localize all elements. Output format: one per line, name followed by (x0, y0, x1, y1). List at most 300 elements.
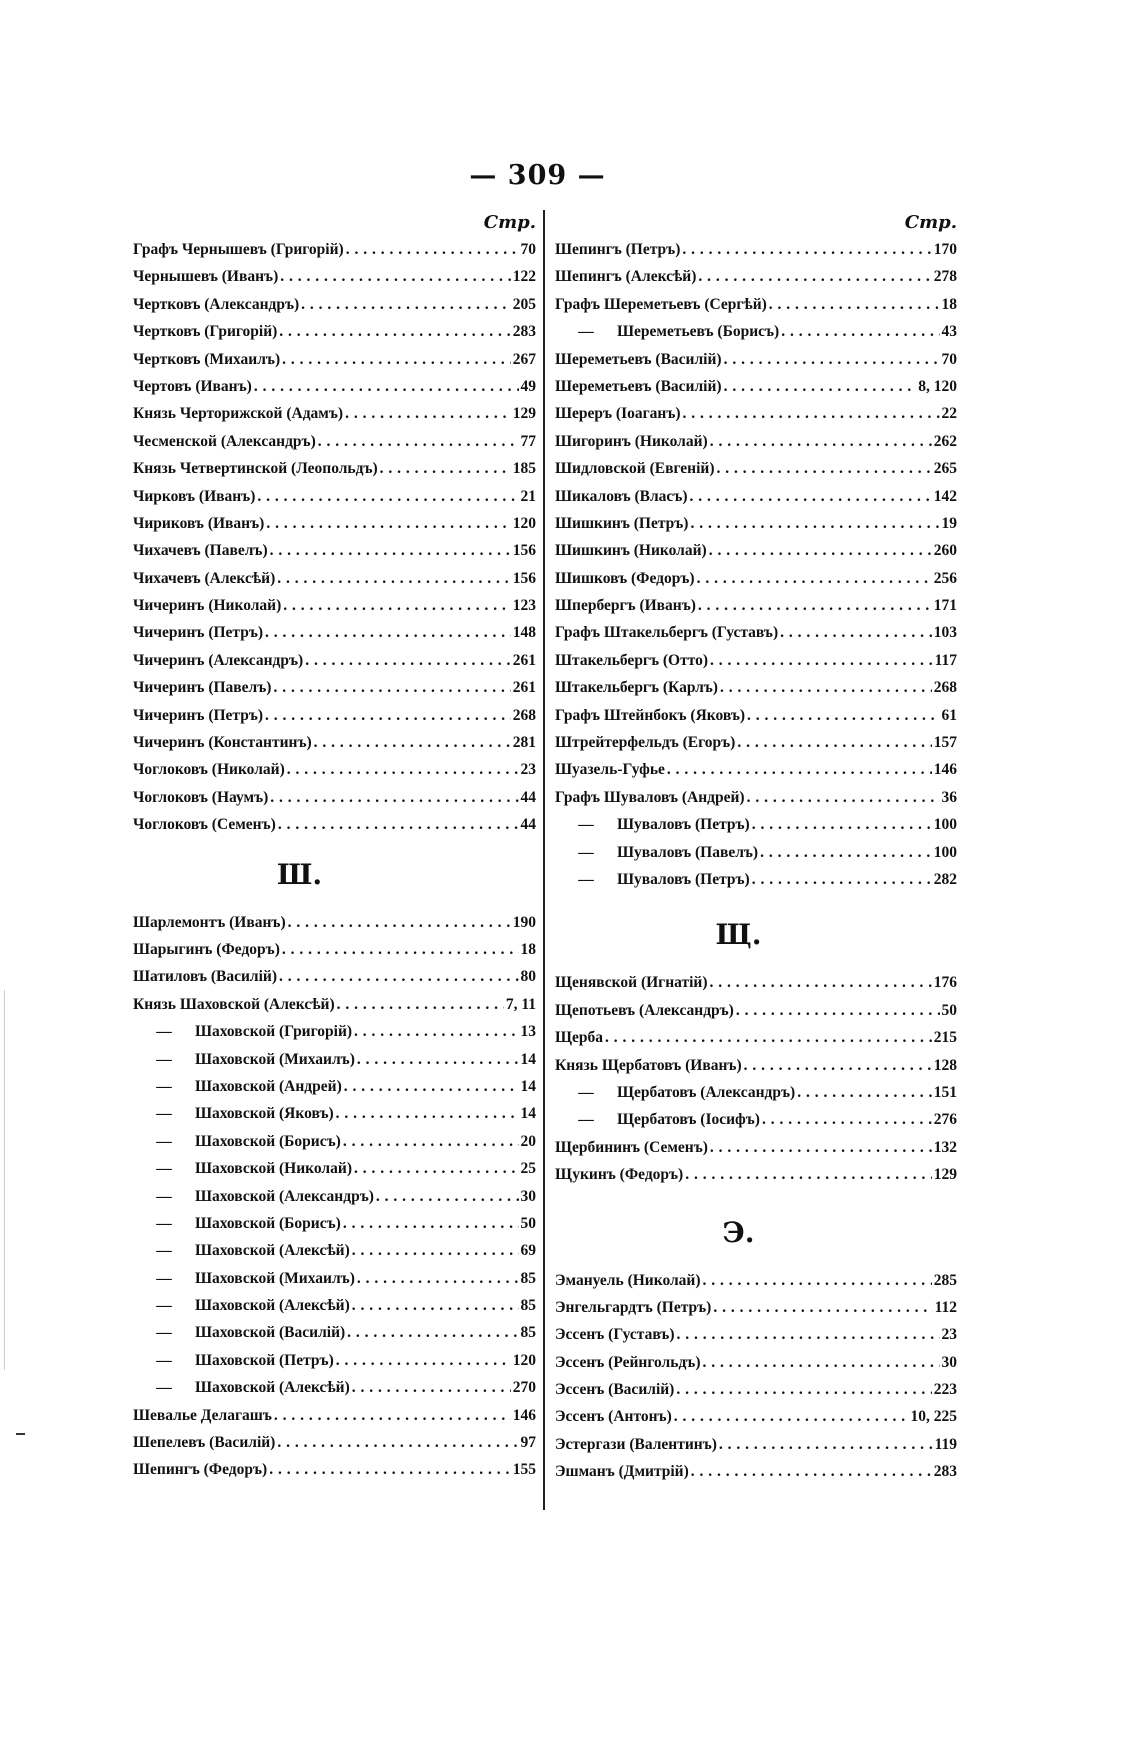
index-entry (133, 619, 536, 646)
entry-page-number: 170 (933, 241, 957, 258)
entry-page-number: 155 (512, 1461, 536, 1479)
entry-name: Князь Шаховской (Алексѣй) (133, 995, 335, 1013)
index-entry (555, 702, 957, 729)
dot-leader (795, 1079, 932, 1106)
entry-name: Шаховской (Михаилъ) (195, 1050, 355, 1068)
dot-leader (343, 400, 511, 427)
entry-page-number: 176 (933, 974, 957, 992)
entry-page-number: 268 (933, 679, 957, 697)
entry-name: Шаховской (Андрей) (195, 1077, 342, 1095)
entry-name: Шаховской (Николай) (195, 1160, 352, 1178)
entry-page-number: 22 (941, 405, 957, 423)
entry-page-number: 100 (933, 843, 957, 861)
entry-name: Шуваловъ (Павелъ) (617, 843, 759, 861)
entry-name: Шишковъ (Федоръ) (555, 569, 695, 587)
dot-leader (252, 373, 519, 400)
entry-page-number: 129 (933, 1166, 957, 1184)
dot-leader (280, 346, 511, 373)
index-entry (555, 1134, 957, 1161)
entry-name: Щукинъ (Федоръ) (555, 1166, 684, 1184)
dot-leader (745, 702, 939, 729)
dot-leader (355, 1046, 519, 1073)
entry-name: Чириковъ (Иванъ) (133, 514, 265, 532)
entry-name: Шаховской (Яковъ) (195, 1105, 334, 1123)
right-column (555, 210, 957, 1486)
dot-leader (374, 1183, 519, 1210)
ditto-dash: — (156, 1324, 172, 1342)
index-entry (555, 1458, 957, 1485)
entry-page-number: 70 (520, 241, 536, 258)
ditto-dash: — (156, 1160, 172, 1178)
entry-page-number: 85 (520, 1324, 536, 1342)
dot-leader (680, 236, 931, 263)
entry-name: Шигоринъ (Николай) (555, 432, 708, 450)
entry-page-number: 142 (933, 487, 957, 505)
entry-name: Шаховской (Борисъ) (195, 1214, 341, 1232)
index-entry (133, 346, 536, 373)
entry-name: Эссенъ (Антонъ) (555, 1408, 672, 1426)
entry-page-number: 112 (934, 1298, 957, 1316)
index-entry (133, 483, 536, 510)
entry-name: Шевалье Делагашъ (133, 1406, 272, 1424)
dot-leader (707, 537, 932, 564)
entry-name: Щерба (555, 1029, 604, 1047)
entry-page-number: 97 (520, 1434, 536, 1452)
index-entry (555, 1024, 957, 1051)
entry-page-number: 50 (941, 1001, 957, 1019)
dot-leader (696, 263, 931, 290)
entry-page-number: 69 (520, 1242, 536, 1260)
dot-leader (334, 1347, 511, 1374)
dot-leader (276, 811, 519, 838)
index-entry (555, 756, 957, 783)
dot-leader (272, 1402, 511, 1429)
entry-name: Энгельгардтъ (Петръ) (555, 1298, 712, 1316)
entry-name: Щенявской (Игнатій) (555, 974, 708, 992)
entry-name: Шаховской (Михаилъ) (195, 1269, 355, 1287)
dot-leader (665, 756, 932, 783)
entry-name: Эшманъ (Дмитрій) (555, 1463, 689, 1481)
entry-page-number: 282 (933, 870, 957, 888)
ditto-dash: — (578, 1111, 594, 1129)
entry-name: Шереметьевъ (Борисъ) (617, 323, 780, 341)
edge-mark (16, 1433, 25, 1435)
column-rule (543, 210, 545, 1510)
entry-page-number: 261 (512, 679, 536, 697)
index-entry (133, 1100, 536, 1127)
ditto-dash: — (578, 323, 594, 341)
index-entry (555, 997, 957, 1024)
ditto-dash: — (156, 1050, 172, 1068)
entry-page-number: 61 (941, 706, 957, 724)
index-entry (555, 1052, 957, 1079)
entry-page-number: 120 (512, 514, 536, 532)
dot-leader (286, 909, 511, 936)
index-entry (133, 674, 536, 701)
index-entry (555, 455, 957, 482)
dot-leader (767, 291, 940, 318)
index-entry (555, 400, 957, 427)
index-entry (555, 537, 957, 564)
dot-leader (271, 674, 510, 701)
entry-page-number: 13 (520, 1023, 536, 1041)
entry-name: Шепелевъ (Василій) (133, 1434, 276, 1452)
dot-leader (672, 1403, 909, 1430)
entry-name: Шереръ (Іоаганъ) (555, 405, 681, 423)
entry-page-number: 49 (520, 377, 536, 395)
index-entry (133, 729, 536, 756)
entry-name: Шепингъ (Федоръ) (133, 1461, 268, 1479)
entry-name: Чичеринъ (Петръ) (133, 624, 264, 642)
entry-name: Эмануель (Николай) (555, 1271, 701, 1289)
index-entry (133, 936, 536, 963)
entry-page-number: 132 (933, 1138, 957, 1156)
index-entry (133, 236, 536, 263)
ditto-dash: — (156, 1269, 172, 1287)
entry-name: Эссенъ (Густавъ) (555, 1326, 675, 1344)
index-entry (555, 592, 957, 619)
entry-name: Шпербергъ (Иванъ) (555, 597, 696, 615)
dot-leader (722, 346, 940, 373)
dot-leader (277, 963, 518, 990)
entry-page-number: 260 (933, 542, 957, 560)
index-entry (555, 1431, 957, 1458)
entry-name: Шепингъ (Петръ) (555, 241, 681, 258)
ditto-dash: — (156, 1132, 172, 1150)
entry-name: Штакельбергъ (Карлъ) (555, 679, 718, 697)
index-entry (133, 963, 536, 990)
index-entry (133, 1429, 536, 1456)
entry-page-number: 30 (520, 1187, 536, 1205)
dot-leader (681, 400, 940, 427)
dot-leader (742, 1052, 932, 1079)
entry-name: Шатиловъ (Василій) (133, 968, 278, 986)
dot-leader (675, 1321, 940, 1348)
ditto-dash: — (156, 1023, 172, 1041)
index-entry (133, 263, 536, 290)
ditto-dash: — (156, 1077, 172, 1095)
index-entry (133, 991, 536, 1018)
margin-rule (4, 990, 5, 1370)
dot-leader (345, 1319, 518, 1346)
index-entry (133, 1210, 536, 1237)
index-entry (133, 428, 536, 455)
entry-page-number: 146 (512, 1406, 536, 1424)
entry-page-number: 18 (520, 940, 536, 958)
entry-name: Щербининъ (Семенъ) (555, 1138, 708, 1156)
index-entry (555, 619, 957, 646)
entry-page-number: 20 (520, 1132, 536, 1150)
dot-leader (708, 1134, 932, 1161)
entry-page-number: 14 (520, 1050, 536, 1068)
index-entry (555, 1267, 957, 1294)
ditto-dash: — (156, 1214, 172, 1232)
entry-page-number: 151 (933, 1083, 957, 1101)
entry-list (555, 969, 957, 1188)
entry-name: Графъ Штейнбокъ (Яковъ) (555, 706, 746, 724)
dot-leader (778, 619, 932, 646)
entry-name: Шереметьевъ (Василій) (555, 377, 722, 395)
entry-name: Чернышевъ (Иванъ) (133, 268, 279, 286)
ditto-dash: — (156, 1187, 172, 1205)
entry-page-number: 80 (520, 968, 536, 986)
dot-leader (700, 1349, 939, 1376)
index-entry (133, 318, 536, 345)
entry-page-number: 270 (512, 1379, 536, 1397)
dot-leader (711, 1294, 932, 1321)
entry-page-number: 285 (933, 1271, 957, 1289)
index-entry (133, 647, 536, 674)
dot-leader (255, 483, 518, 510)
dot-leader (779, 318, 939, 345)
dot-leader (280, 936, 519, 963)
dot-leader (695, 565, 932, 592)
index-entry (133, 455, 536, 482)
index-entry (133, 784, 536, 811)
index-entry (133, 811, 536, 838)
index-entry (555, 647, 957, 674)
entry-page-number: 23 (941, 1326, 957, 1344)
index-entry (555, 729, 957, 756)
entry-page-number: 148 (512, 624, 536, 642)
entry-page-number: 77 (520, 432, 536, 450)
entry-name: Чоглоковъ (Николай) (133, 761, 285, 779)
index-entry (133, 1073, 536, 1100)
dot-leader (717, 1431, 933, 1458)
entry-name: Штрейтерфельдъ (Егоръ) (555, 734, 736, 752)
dot-leader (718, 674, 932, 701)
entry-name: Щербатовъ (Александръ) (617, 1083, 796, 1101)
dot-leader (674, 1376, 931, 1403)
entry-name: Шидловской (Евгеній) (555, 460, 715, 478)
dot-leader (689, 1458, 932, 1485)
entry-name: Чичеринъ (Николай) (133, 597, 282, 615)
entry-page-number: 123 (512, 597, 536, 615)
entry-page-number: 43 (941, 323, 957, 341)
entry-name: Чесменской (Александръ) (133, 432, 316, 450)
entry-page-number: 256 (933, 569, 957, 587)
index-entry (133, 1128, 536, 1155)
entry-name: Князь Четвертинской (Леопольдъ) (133, 460, 378, 478)
entry-name: Шаховской (Алексѣй) (195, 1297, 350, 1315)
dot-leader (275, 1429, 518, 1456)
dot-leader (722, 373, 917, 400)
index-entry (555, 263, 957, 290)
index-entry (555, 318, 957, 345)
entry-name: Чоглоковъ (Наумъ) (133, 788, 269, 806)
dot-leader (299, 291, 511, 318)
dot-leader (285, 756, 519, 783)
entry-name: Чихачевъ (Алексѣй) (133, 569, 276, 587)
entry-page-number: 30 (941, 1353, 957, 1371)
entry-page-number: 25 (520, 1160, 536, 1178)
entry-page-number: 223 (933, 1381, 957, 1399)
entry-page-number: 70 (941, 350, 957, 368)
entry-name: Чихачевъ (Павелъ) (133, 542, 268, 560)
entry-page-number: 44 (520, 788, 536, 806)
entry-page-number: 268 (512, 706, 536, 724)
entry-list (133, 909, 536, 1484)
entry-page-number: 85 (520, 1269, 536, 1287)
entry-name: Шаховской (Григорій) (195, 1023, 353, 1041)
entry-page-number: 18 (941, 295, 957, 313)
index-entry (133, 1237, 536, 1264)
entry-name: Шикаловъ (Власъ) (555, 487, 688, 505)
entry-name: Чичеринъ (Александръ) (133, 651, 304, 669)
entry-name: Шишкинъ (Петръ) (555, 514, 689, 532)
index-entry (133, 1155, 536, 1182)
entry-name: Чирковъ (Иванъ) (133, 487, 256, 505)
dot-leader (758, 839, 932, 866)
entry-page-number: 21 (520, 487, 536, 505)
dot-leader (750, 866, 932, 893)
index-entry (133, 565, 536, 592)
entry-list (133, 236, 536, 839)
entry-page-number: 8, 120 (918, 377, 957, 395)
dot-leader (264, 510, 510, 537)
dot-leader (603, 1024, 932, 1051)
entry-page-number: 265 (933, 460, 957, 478)
dot-leader (316, 428, 519, 455)
dot-leader (708, 428, 932, 455)
entry-page-number: 19 (941, 514, 957, 532)
dot-leader (335, 991, 504, 1018)
dot-leader (708, 969, 932, 996)
entry-page-number: 171 (933, 597, 957, 615)
index-entry (133, 1018, 536, 1045)
dot-leader (701, 1267, 932, 1294)
dot-leader (760, 1106, 932, 1133)
entry-list (555, 1267, 957, 1486)
dot-leader (696, 592, 932, 619)
entry-page-number: 205 (512, 295, 536, 313)
entry-page-number: 157 (933, 734, 957, 752)
dot-leader (350, 1237, 519, 1264)
index-entry (555, 510, 957, 537)
entry-name: Шуваловъ (Петръ) (617, 816, 750, 834)
entry-page-number: 36 (941, 788, 957, 806)
index-entry (555, 866, 957, 893)
index-entry (555, 969, 957, 996)
entry-name: Шуваловъ (Петръ) (617, 870, 750, 888)
index-entry (555, 483, 957, 510)
index-entry (555, 784, 957, 811)
entry-page-number: 267 (512, 350, 536, 368)
index-entry (133, 291, 536, 318)
dot-leader (334, 1100, 519, 1127)
entry-name: Чертовъ (Иванъ) (133, 377, 252, 395)
index-entry (555, 373, 957, 400)
index-entry (133, 373, 536, 400)
entry-page-number: 283 (933, 1463, 957, 1481)
index-entry (133, 1292, 536, 1319)
index-entry (133, 400, 536, 427)
entry-name: Чичеринъ (Петръ) (133, 706, 264, 724)
dot-leader (355, 1265, 519, 1292)
entry-name: Шарлемонтъ (Иванъ) (133, 913, 286, 931)
entry-page-number: 262 (933, 432, 957, 450)
dot-leader (750, 811, 932, 838)
entry-page-number: 85 (520, 1297, 536, 1315)
entry-page-number: 156 (512, 569, 536, 587)
entry-page-number: 10, 225 (910, 1408, 957, 1426)
index-entry (555, 811, 957, 838)
dot-leader (352, 1155, 519, 1182)
dot-leader (281, 592, 510, 619)
index-entry (555, 674, 957, 701)
dot-leader (341, 1128, 519, 1155)
dot-leader (263, 619, 511, 646)
index-entry (133, 1456, 536, 1483)
entry-name: Чичеринъ (Константинъ) (133, 734, 312, 752)
index-entry (133, 1046, 536, 1073)
index-entry (133, 1265, 536, 1292)
entry-page-number: 156 (512, 542, 536, 560)
index-entry (133, 510, 536, 537)
dot-leader (312, 729, 511, 756)
entry-name: Чертковъ (Александръ) (133, 295, 300, 313)
entry-list (555, 236, 957, 893)
entry-page-number: 190 (512, 913, 536, 931)
ditto-dash: — (156, 1297, 172, 1315)
dot-leader (344, 236, 519, 263)
index-entry (133, 1402, 536, 1429)
entry-page-number: 44 (520, 816, 536, 834)
entry-page-number: 146 (933, 761, 957, 779)
ditto-dash: — (578, 870, 594, 888)
entry-name: Эссенъ (Василій) (555, 1381, 675, 1399)
index-entry (555, 1161, 957, 1188)
entry-name: Графъ Шуваловъ (Андрей) (555, 788, 745, 806)
dot-leader (278, 263, 511, 290)
entry-page-number: 7, 11 (505, 995, 536, 1013)
entry-page-number: 129 (512, 405, 536, 423)
ditto-dash: — (156, 1351, 172, 1369)
entry-page-number: 261 (512, 651, 536, 669)
dot-leader (267, 1456, 511, 1483)
entry-page-number: 14 (520, 1077, 536, 1095)
index-entry (555, 1294, 957, 1321)
entry-name: Шишкинъ (Николай) (555, 542, 707, 560)
index-entry (133, 909, 536, 936)
entry-name: Чертковъ (Григорій) (133, 323, 278, 341)
entry-name: Графъ Штакельбергъ (Густавъ) (555, 624, 779, 642)
ditto-dash: — (156, 1105, 172, 1123)
entry-name: Шепингъ (Алексѣй) (555, 268, 697, 286)
index-entry (555, 1321, 957, 1348)
entry-name: Шаховской (Борисъ) (195, 1132, 341, 1150)
entry-page-number: 120 (512, 1351, 536, 1369)
dot-leader (688, 510, 939, 537)
ditto-dash: — (156, 1242, 172, 1260)
entry-name: Шереметьевъ (Василій) (555, 350, 722, 368)
dot-leader (263, 702, 511, 729)
dot-leader (352, 1018, 518, 1045)
dot-leader (735, 729, 931, 756)
index-entry (555, 565, 957, 592)
entry-name: Князь Щербатовъ (Иванъ) (555, 1056, 742, 1074)
index-entry (133, 1319, 536, 1346)
entry-page-number: 281 (512, 734, 536, 752)
page-column-header: Стр. (904, 212, 957, 233)
entry-page-number: 50 (520, 1214, 536, 1232)
dot-leader (341, 1210, 519, 1237)
index-entry (133, 1347, 536, 1374)
entry-name: Эссенъ (Рейнгольдъ) (555, 1353, 701, 1371)
index-entry (555, 236, 957, 263)
index-entry (555, 428, 957, 455)
entry-name: Штакельбергъ (Отто) (555, 651, 709, 669)
